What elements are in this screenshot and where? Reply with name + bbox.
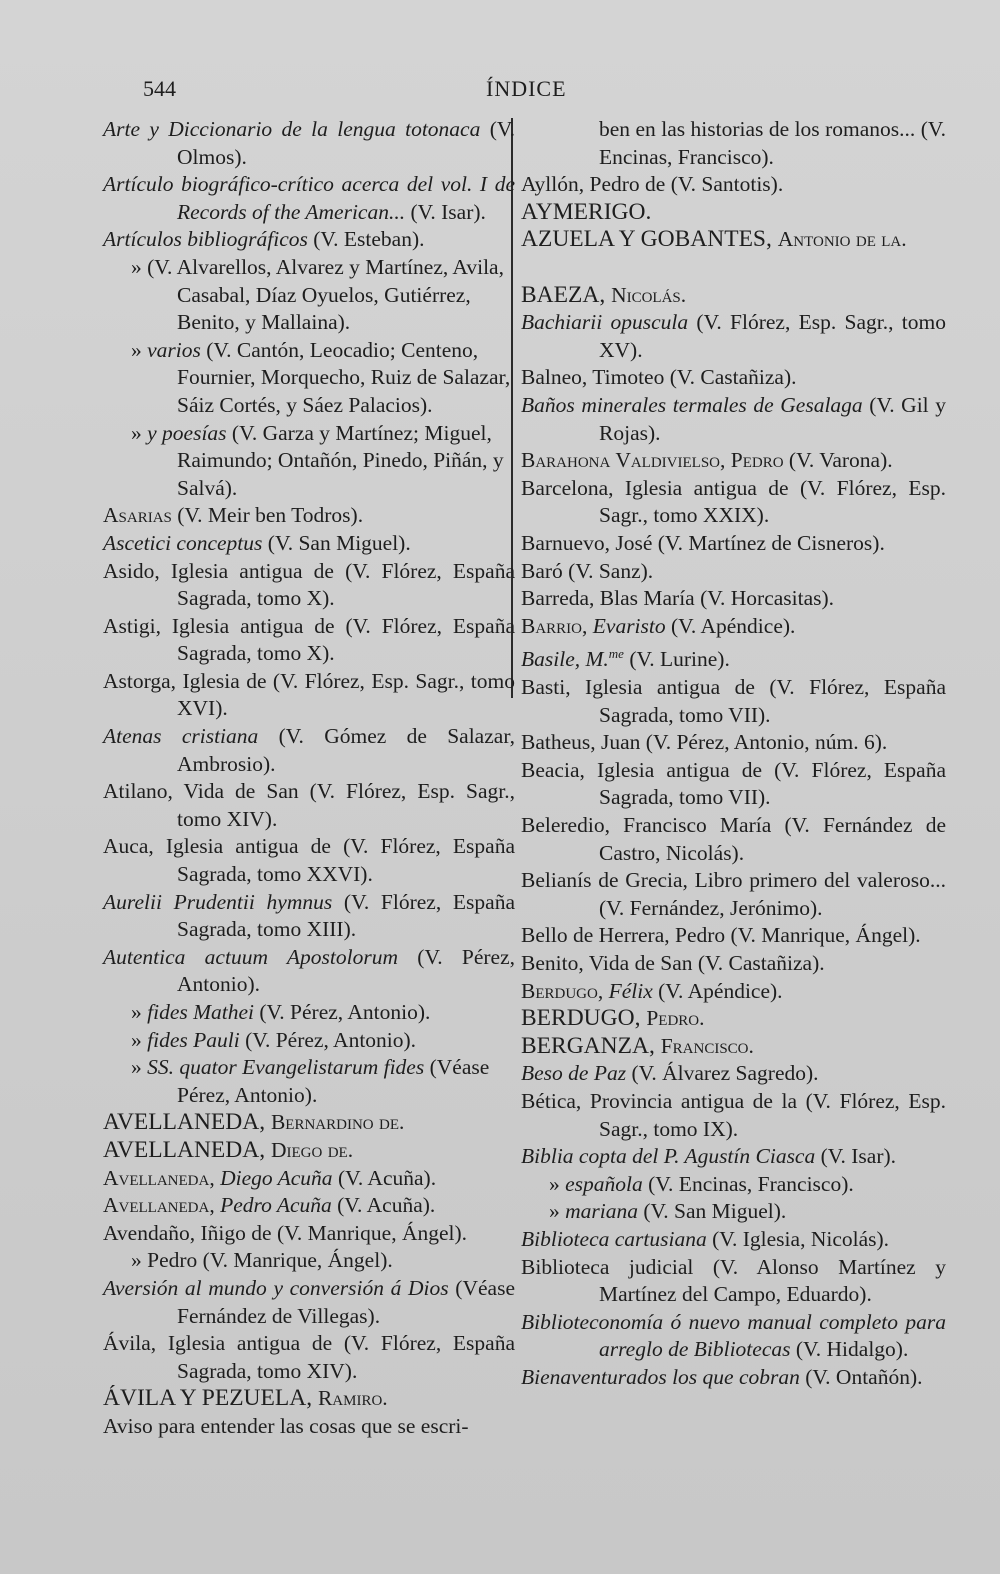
index-entry: » varios (V. Cantón, Leocadio; Centeno, Fournier, Morquecho, Ruiz de Salazar, Sáiz Cortés, y Sáez Palacios). xyxy=(131,337,511,417)
index-entry: Astorga, Iglesia de (V. Flórez, Esp. Sagr., tomo XVI). xyxy=(103,668,515,721)
index-entry: BERGANZA, Francisco. xyxy=(521,1032,754,1059)
index-entry: Basti, Iglesia antigua de (V. Flórez, España Sagrada, tomo VII). xyxy=(521,675,946,727)
index-entry: Bello de Herrera, Pedro (V. Manrique, Ángel). xyxy=(521,923,921,948)
index-entry: Aviso para entender las cosas que se escri- xyxy=(103,1413,469,1438)
index-entry: Auca, Iglesia antigua de (V. Flórez, España Sagrada, tomo XXVI). xyxy=(103,834,515,887)
index-entry: » y poesías (V. Garza y Martínez; Miguel, Raimundo; Ontañón, Pinedo, Piñán, y Salvá). xyxy=(131,420,504,500)
page-number: 544 xyxy=(143,76,176,101)
index-entry: Bachiarii opuscula (V. Flórez, Esp. Sagr., tomo XV). xyxy=(521,310,946,362)
index-entry: AZUELA Y GOBANTES, Antonio de la. xyxy=(521,226,907,253)
index-entry: AVELLANEDA, Diego de. xyxy=(103,1136,354,1163)
index-entry: Barcelona, Iglesia antigua de (V. Flórez, Esp. Sagr., tomo XXIX). xyxy=(521,475,946,528)
index-entry: Berdugo, Félix (V. Apéndice). xyxy=(521,978,783,1003)
page-title: ÍNDICE xyxy=(486,76,567,101)
index-entry: AVELLANEDA, Bernardino de. xyxy=(103,1109,405,1136)
index-entry: Bienaventurados los que cobran (V. Ontañón). xyxy=(521,1364,923,1389)
index-entry: Biblia copta del P. Agustín Ciasca (V. Isar). xyxy=(521,1144,897,1169)
left-column xyxy=(103,116,515,1441)
index-entry: Baños minerales termales de Gesalaga (V. Gil y Rojas). xyxy=(521,392,946,445)
index-entry: » fides Pauli (V. Pérez, Antonio). xyxy=(131,1027,417,1052)
index-entry: Benito, Vida de San (V. Castañiza). xyxy=(521,950,825,975)
index-entry: Astigi, Iglesia antigua de (V. Flórez, España Sagrada, tomo X). xyxy=(103,613,515,666)
index-entry: Basile, M.$^{me}$ (V. Lurine). xyxy=(521,646,730,672)
index-entry: Atilano, Vida de San (V. Flórez, Esp. Sagr., tomo XIV). xyxy=(103,779,515,831)
index-entry: Biblioteconomía ó nuevo manual completo para arreglo de Bibliotecas (V. Hidalgo). xyxy=(521,1309,946,1362)
index-entry: Asido, Iglesia antigua de (V. Flórez, España Sagrada, tomo X). xyxy=(103,558,515,611)
index-entry: Avellaneda, Pedro Acuña (V. Acuña). xyxy=(103,1193,436,1218)
index-entry: Barahona Valdivielso, Pedro (V. Varona). xyxy=(521,448,893,473)
index-entry: » española (V. Encinas, Francisco). xyxy=(549,1171,854,1196)
page-header xyxy=(0,76,1000,108)
index-entry: BERDUGO, Pedro. xyxy=(521,1005,705,1032)
index-entry: Bética, Provincia antigua de la (V. Flórez, Esp. Sagr., tomo IX). xyxy=(521,1088,946,1141)
index-entry: » SS. quator Evangelistarum fides (Véase Pérez, Antonio). xyxy=(131,1055,490,1107)
index-entry: Baró (V. Sanz). xyxy=(521,558,654,583)
index-entry: Artículos bibliográficos (V. Esteban). xyxy=(103,227,425,252)
index-entry: AYMERIGO. xyxy=(521,198,652,225)
index-entry: Barreda, Blas María (V. Horcasitas). xyxy=(521,586,835,611)
index-entry: Artículo biográfico-crítico acerca del vol. I de Records of the American... (V. Isar). xyxy=(103,172,515,224)
index-entry: ÁVILA Y PEZUELA, Ramiro. xyxy=(103,1385,388,1412)
index-entry: Beso de Paz (V. Álvarez Sagredo). xyxy=(521,1061,819,1086)
index-entry: Biblioteca judicial (V. Alonso Martínez y Martínez del Campo, Eduardo). xyxy=(521,1254,946,1307)
index-entry: Atenas cristiana (V. Gómez de Salazar, Ambrosio). xyxy=(103,724,515,776)
index-entry: BAEZA, Nicolás. xyxy=(521,281,687,308)
index-entry: » (V. Alvarellos, Alvarez y Martínez, Avila, Casabal, Díaz Oyuelos, Gutiérrez, Benito, y Mallaina). xyxy=(131,254,504,335)
index-entry: » fides Mathei (V. Pérez, Antonio). xyxy=(131,1000,431,1024)
index-entry: Barnuevo, José (V. Martínez de Cisneros). xyxy=(521,530,885,555)
index-entry: Ascetici conceptus (V. San Miguel). xyxy=(103,530,411,555)
index-entry: Aversión al mundo y conversión á Dios (Véase Fernández de Villegas). xyxy=(103,1275,515,1328)
index-entry: Autentica actuum Apostolorum (V. Pérez, Antonio). xyxy=(103,944,515,997)
index-entry: Biblioteca cartusiana (V. Iglesia, Nicolás). xyxy=(521,1226,890,1251)
index-entry: Beleredio, Francisco María (V. Fernández de Castro, Nicolás). xyxy=(521,813,946,865)
index-entry: » mariana (V. San Miguel). xyxy=(549,1199,787,1224)
index-entry: Beacia, Iglesia antigua de (V. Flórez, España Sagrada, tomo VII). xyxy=(521,757,946,810)
index-entry: Barrio, Evaristo (V. Apéndice). xyxy=(521,613,796,638)
spacer xyxy=(521,254,946,282)
index-entry: Asarias (V. Meir ben Todros). xyxy=(103,503,364,528)
index-entry: Ayllón, Pedro de (V. Santotis). xyxy=(521,172,784,197)
index-entry: Aurelii Prudentii hymnus (V. Flórez, España Sagrada, tomo XIII). xyxy=(103,889,515,942)
index-entry: Ávila, Iglesia antigua de (V. Flórez, España Sagrada, tomo XIV). xyxy=(103,1331,515,1383)
index-entry: Batheus, Juan (V. Pérez, Antonio, núm. 6). xyxy=(521,730,888,755)
index-entry: Avellaneda, Diego Acuña (V. Acuña). xyxy=(103,1165,437,1190)
index-entry: Belianís de Grecia, Libro primero del valeroso... (V. Fernández, Jerónimo). xyxy=(521,868,946,920)
index-entry: ben en las historias de los romanos... (V. Encinas, Francisco). xyxy=(599,117,946,169)
index-entry: Arte y Diccionario de la lengua totonaca (V. Olmos). xyxy=(103,117,516,169)
index-entry: Avendaño, Iñigo de (V. Manrique, Ángel). xyxy=(103,1220,468,1245)
index-entry: Balneo, Timoteo (V. Castañiza). xyxy=(521,365,797,390)
right-column xyxy=(521,116,946,1391)
index-entry: » Pedro (V. Manrique, Ángel). xyxy=(131,1248,393,1273)
